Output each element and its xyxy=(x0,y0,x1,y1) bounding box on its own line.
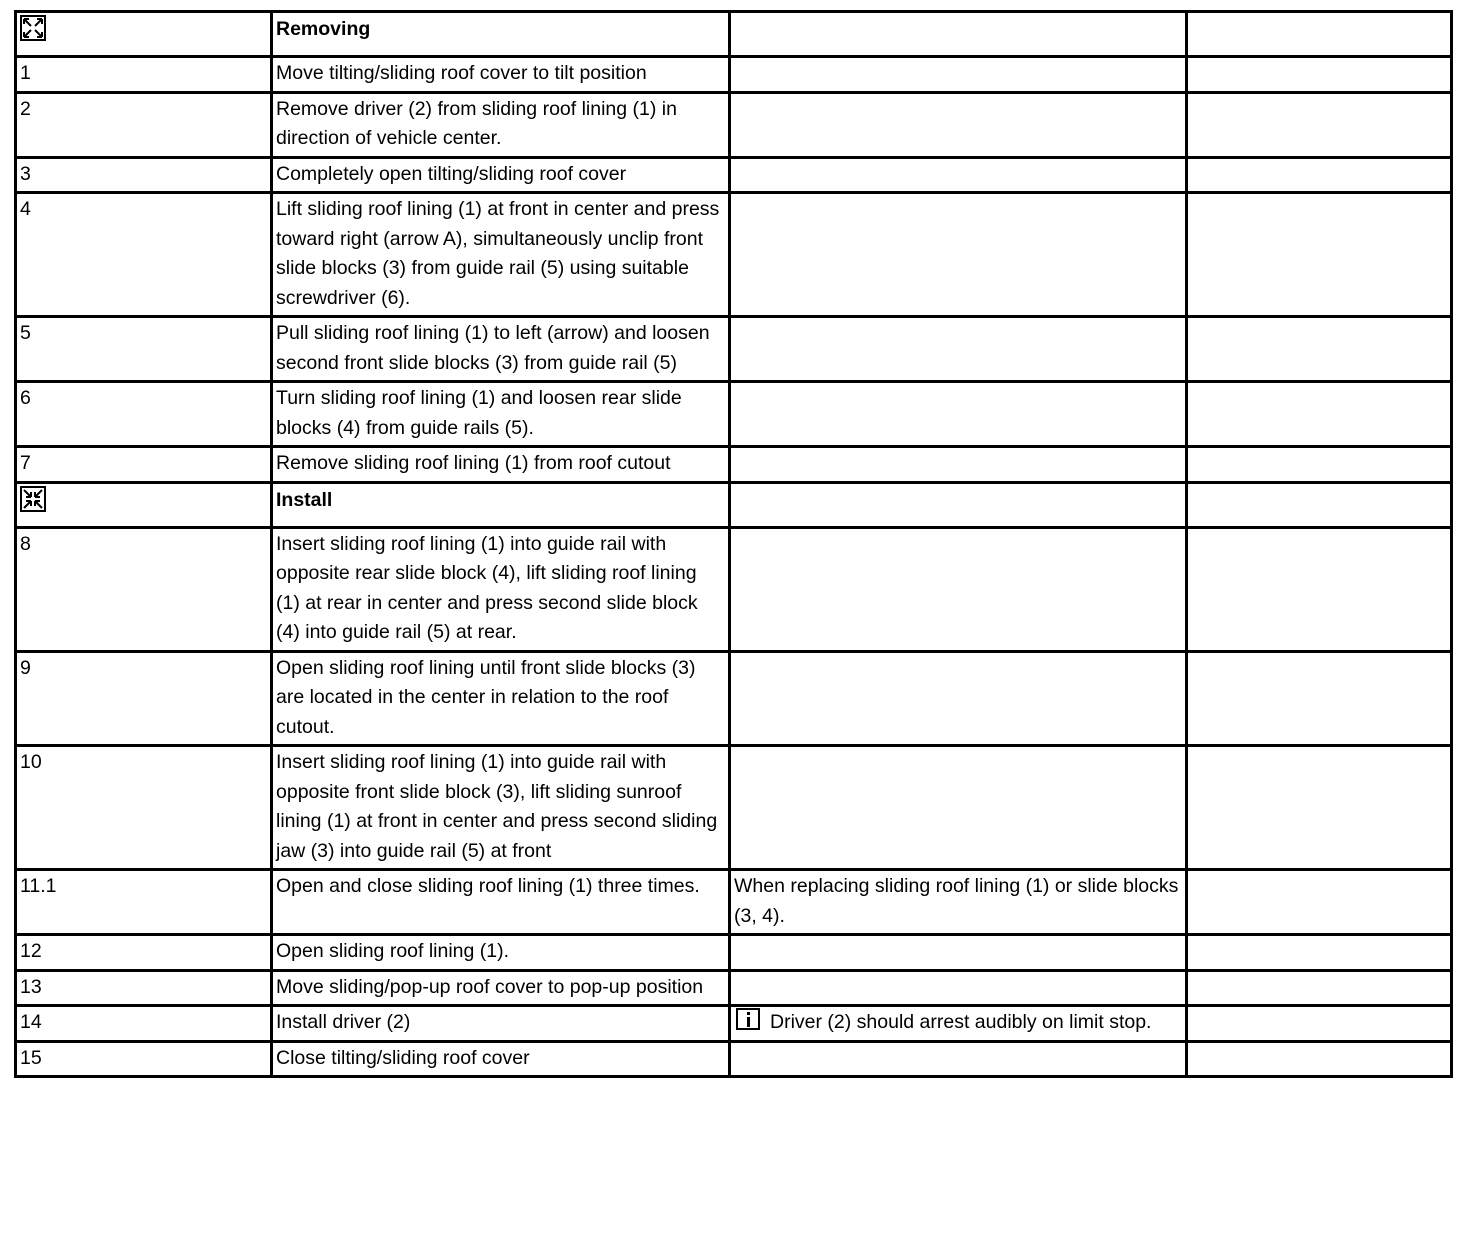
section-title: Install xyxy=(272,482,730,527)
step-number: 8 xyxy=(16,527,272,651)
extra-cell xyxy=(1187,746,1452,870)
extra-cell xyxy=(1187,447,1452,483)
note-cell xyxy=(730,92,1187,157)
step-text: Lift sliding roof lining (1) at front in center and press toward right (arrow A), simultaneously unclip front slide blocks (3) from guide rail (5) using suitable screwdriver (6). xyxy=(272,193,730,317)
table-row xyxy=(16,746,1452,870)
step-number: 10 xyxy=(16,746,272,870)
note-cell xyxy=(730,447,1187,483)
table-row xyxy=(16,1006,1452,1042)
step-text: Turn sliding roof lining (1) and loosen rear slide blocks (4) from guide rails (5). xyxy=(272,382,730,447)
collapse-arrows-icon xyxy=(20,486,46,512)
note-cell xyxy=(730,193,1187,317)
table-row xyxy=(16,447,1452,483)
step-text: Open sliding roof lining (1). xyxy=(272,935,730,971)
table-row xyxy=(16,317,1452,382)
table-row xyxy=(16,193,1452,317)
note-cell xyxy=(730,935,1187,971)
step-number: 1 xyxy=(16,57,272,93)
step-text: Open and close sliding roof lining (1) three times. xyxy=(272,870,730,935)
section-icon-cell xyxy=(16,12,272,57)
step-number: 15 xyxy=(16,1041,272,1077)
note-cell xyxy=(730,157,1187,193)
note-cell xyxy=(730,317,1187,382)
step-number: 9 xyxy=(16,651,272,746)
extra-cell xyxy=(1187,157,1452,193)
extra-cell xyxy=(1187,970,1452,1006)
extra-cell xyxy=(1187,317,1452,382)
table-row xyxy=(16,970,1452,1006)
table-row xyxy=(16,527,1452,651)
note-cell xyxy=(730,1041,1187,1077)
note-cell xyxy=(730,1006,1187,1042)
step-number: 12 xyxy=(16,935,272,971)
extra-cell xyxy=(1187,1006,1452,1042)
step-text: Open sliding roof lining until front slide blocks (3) are located in the center in relation to the roof cutout. xyxy=(272,651,730,746)
table-row xyxy=(16,92,1452,157)
extra-cell xyxy=(1187,92,1452,157)
table-row xyxy=(16,935,1452,971)
note-cell xyxy=(730,57,1187,93)
section-icon-cell xyxy=(16,482,272,527)
table-row xyxy=(16,382,1452,447)
extra-cell xyxy=(1187,12,1452,57)
extra-cell xyxy=(1187,193,1452,317)
step-number: 13 xyxy=(16,970,272,1006)
note-cell xyxy=(730,651,1187,746)
note-cell xyxy=(730,12,1187,57)
step-text: Move sliding/pop-up roof cover to pop-up position xyxy=(272,970,730,1006)
step-number: 5 xyxy=(16,317,272,382)
procedure-table xyxy=(14,10,1453,1078)
step-text: Insert sliding roof lining (1) into guide rail with opposite rear slide block (4), lift sliding roof lining (1) at rear in center and press second slide block (4) into guide rail (5) at rear. xyxy=(272,527,730,651)
section-header-install xyxy=(16,482,1452,527)
step-text: Completely open tilting/sliding roof cover xyxy=(272,157,730,193)
step-text: Close tilting/sliding roof cover xyxy=(272,1041,730,1077)
extra-cell xyxy=(1187,527,1452,651)
extra-cell xyxy=(1187,1041,1452,1077)
extra-cell xyxy=(1187,870,1452,935)
step-number: 2 xyxy=(16,92,272,157)
step-number: 4 xyxy=(16,193,272,317)
step-text: Remove driver (2) from sliding roof lining (1) in direction of vehicle center. xyxy=(272,92,730,157)
extra-cell xyxy=(1187,482,1452,527)
step-number: 6 xyxy=(16,382,272,447)
table-row xyxy=(16,870,1452,935)
note-cell: When replacing sliding roof lining (1) or slide blocks (3, 4). xyxy=(730,870,1187,935)
note-cell xyxy=(730,746,1187,870)
table-row xyxy=(16,57,1452,93)
note-cell xyxy=(730,482,1187,527)
extra-cell xyxy=(1187,57,1452,93)
step-number: 14 xyxy=(16,1006,272,1042)
step-number: 3 xyxy=(16,157,272,193)
step-text: Move tilting/sliding roof cover to tilt position xyxy=(272,57,730,93)
step-number: 7 xyxy=(16,447,272,483)
step-text: Pull sliding roof lining (1) to left (arrow) and loosen second front slide blocks (3) from guide rail (5) xyxy=(272,317,730,382)
note-cell xyxy=(730,382,1187,447)
table-row xyxy=(16,651,1452,746)
note-cell xyxy=(730,970,1187,1006)
table-row xyxy=(16,157,1452,193)
extra-cell xyxy=(1187,382,1452,447)
extra-cell xyxy=(1187,651,1452,746)
step-text: Remove sliding roof lining (1) from roof cutout xyxy=(272,447,730,483)
expand-arrows-icon xyxy=(20,15,46,41)
step-text: Install driver (2) xyxy=(272,1006,730,1042)
step-text: Insert sliding roof lining (1) into guide rail with opposite front slide block (3), lift sliding sunroof lining (1) at front in center and press second sliding jaw (3) into guide rail (5) at front xyxy=(272,746,730,870)
info-icon xyxy=(736,1008,760,1030)
step-number: 11.1 xyxy=(16,870,272,935)
table-row xyxy=(16,1041,1452,1077)
note-cell xyxy=(730,527,1187,651)
extra-cell xyxy=(1187,935,1452,971)
section-header-removing xyxy=(16,12,1452,57)
section-title: Removing xyxy=(272,12,730,57)
note-text: Driver (2) should arrest audibly on limit stop. xyxy=(770,1011,1152,1033)
